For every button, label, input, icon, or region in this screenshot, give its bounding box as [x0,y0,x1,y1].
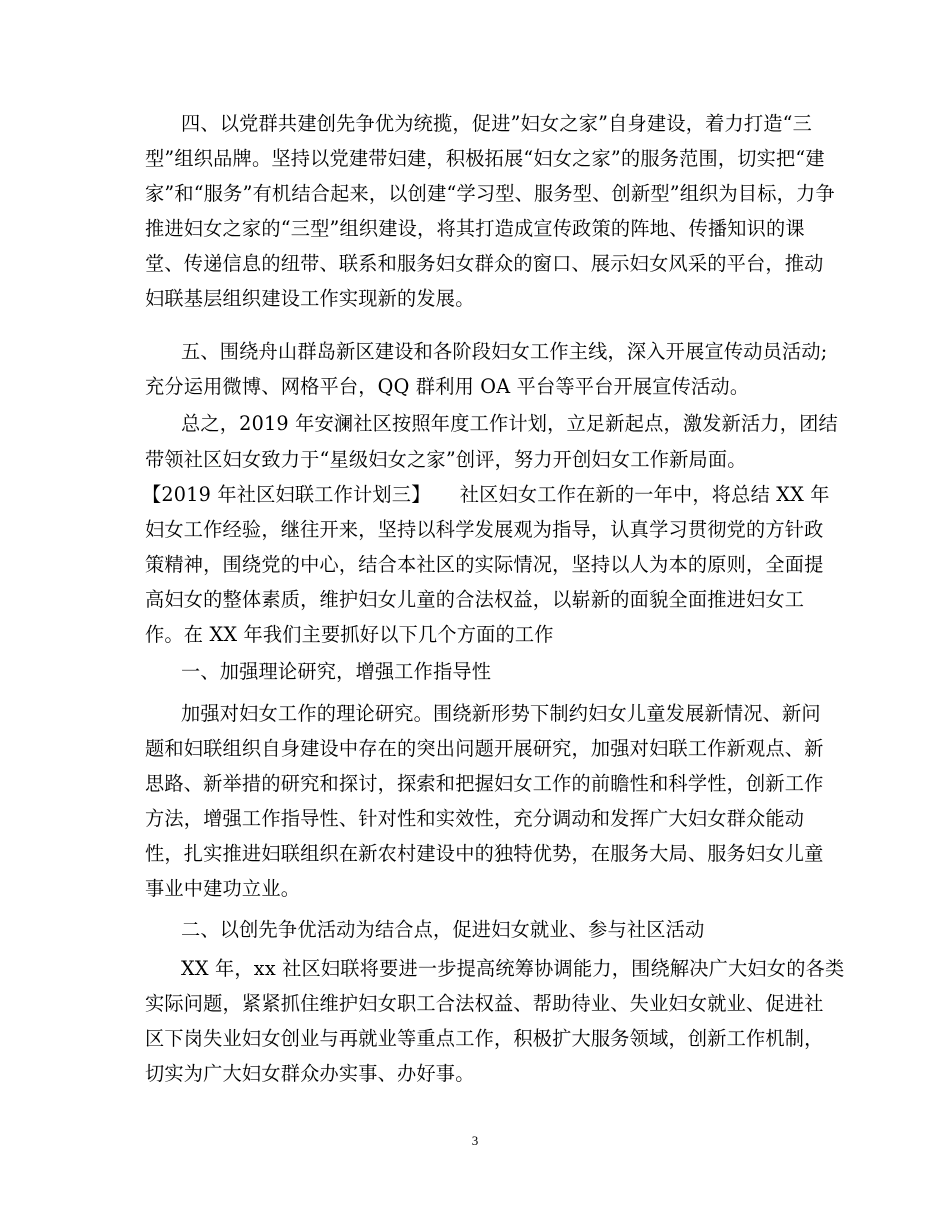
subheading: 二、以创先争优活动为结合点，促进妇女就业、参与社区活动 [181,918,705,941]
text-line: 策精神，围绕党的中心，结合本社区的实际情况，坚持以人为本的原则，全面提 [145,553,824,576]
section-heading: 【2019 年社区妇联工作计划三】 社区妇女工作在新的一年中，将总结 XX 年 [142,483,830,506]
text-line: 总之，2019 年安澜社区按照年度工作计划，立足新起点，激发新活力，团结 [181,412,838,435]
text-line: 带领社区妇女致力于“星级妇女之家”创评，努力开创妇女工作新局面。 [145,448,747,471]
text-line: 推进妇女之家的“三型”组织建设，将其打造成宣传政策的阵地、传播知识的课 [145,217,805,240]
text-line: 加强对妇女工作的理论研究。围绕新形势下制约妇女儿童发展新情况、新问 [181,702,821,725]
text-line: 事业中建功立业。 [145,877,301,900]
text-line: 题和妇联组织自身建设中存在的突出问题开展研究，加强对妇联工作新观点、新 [145,737,824,760]
text-line: 妇女工作经验，继往开来，坚持以科学发展观为指导，认真学习贯彻党的方针政 [145,518,824,541]
page-number: 3 [471,1133,479,1148]
text-line: XX 年，xx 社区妇联将要进一步提高统筹协调能力，围绕解决广大妇女的各类 [181,957,845,980]
text-line: 五、围绕舟山群岛新区建设和各阶段妇女工作主线，深入开展宣传动员活动; [181,340,828,363]
text-line: 型”组织品牌。坚持以党建带妇建，积极拓展“妇女之家”的服务范围，切实把“建 [145,147,825,170]
text-line: 高妇女的整体素质，维护妇女儿童的合法权益，以崭新的面貌全面推进妇女工 [145,588,805,611]
text-line: 作。在 XX 年我们主要抓好以下几个方面的工作 [145,623,554,646]
text-line: 四、以党群共建创先争优为统揽，促进”妇女之家”自身建设，着力打造“三 [181,112,813,135]
text-line: 实际问题，紧紧抓住维护妇女职工合法权益、帮助待业、失业妇女就业、促进社 [145,992,824,1015]
text-line: 思路、新举措的研究和探讨，探索和把握妇女工作的前瞻性和科学性，创新工作 [145,772,824,795]
subheading: 一、加强理论研究，增强工作指导性 [181,660,492,683]
text-line: 方法，增强工作指导性、针对性和实效性，充分调动和发挥广大妇女群众能动 [145,807,805,830]
text-line: 堂、传递信息的纽带、联系和服务妇女群众的窗口、展示妇女风采的平台，推动 [145,252,824,275]
text-line: 切实为广大妇女群众办实事、办好事。 [145,1062,475,1085]
text-line: 区下岗失业妇女创业与再就业等重点工作，积极扩大服务领域，创新工作机制， [145,1027,824,1050]
text-line: 充分运用微博、网格平台，QQ 群利用 OA 平台等平台开展宣传活动。 [145,375,750,398]
text-line: 性，扎实推进妇联组织在新农村建设中的独特优势，在服务大局、服务妇女儿童 [145,842,824,865]
text-line: 妇联基层组织建设工作实现新的发展。 [145,287,475,310]
text-line: 家”和“服务”有机结合起来，以创建“学习型、服务型、创新型”组织为目标，力争 [145,182,835,205]
